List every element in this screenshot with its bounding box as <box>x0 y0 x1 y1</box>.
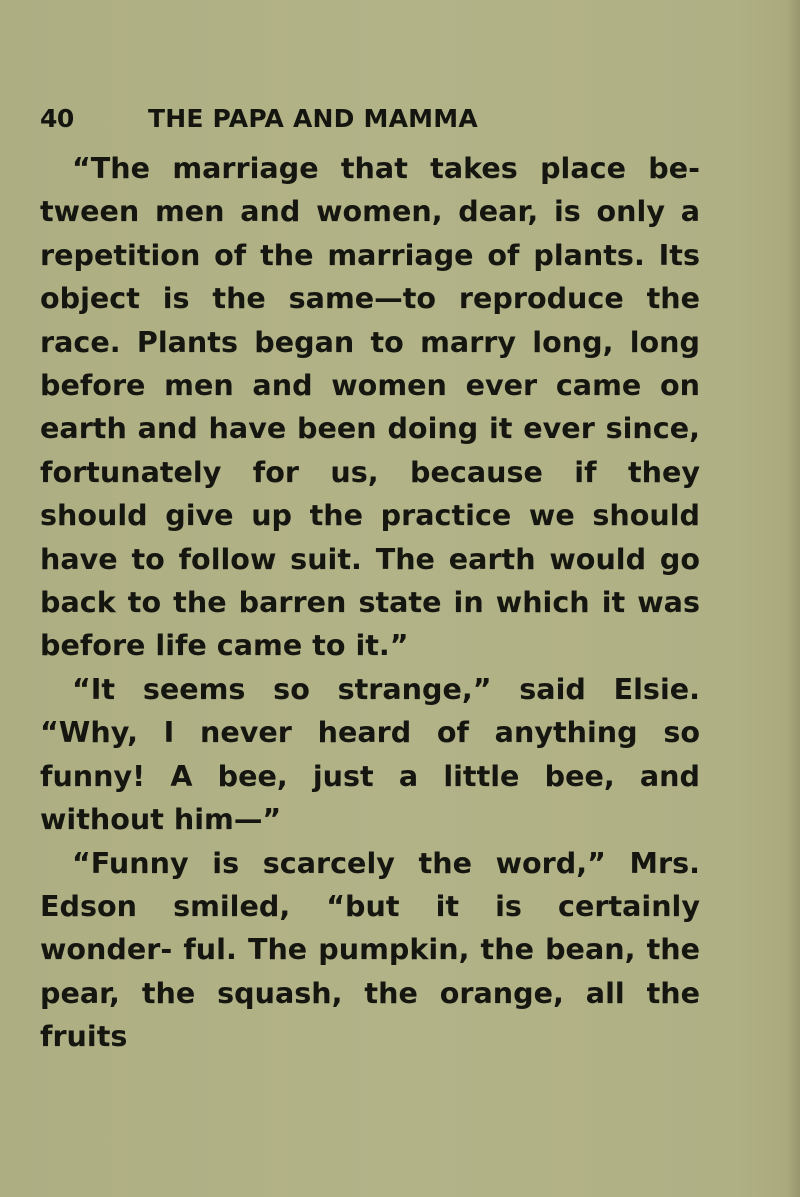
paragraph-mrs-edson-reply: “Funny is scarcely the word,” Mrs. Edson smiled, “but it is certainly wonder- ful. The pumpkin, the bean, the pear, the squash, the orange, all the fruits <box>40 845 700 1054</box>
page-header <box>40 104 600 144</box>
paragraph-elsie-reply: “It seems so strange,” said Elsie. “Why, I never heard of anything so funny! A bee, just a little bee, and without him—” <box>40 671 700 837</box>
paragraph-marriage-of-plants: “The marriage that takes place be- tween men and women, dear, is only a repetition of the marriage of plants. Its object is the same—to reproduce the race. Plants began to marry long, long before men and women ever came on earth and have been doing it ever since, fortunately for us, because if they should give up the practice we should have to follow suit. The earth would go back to the barren state in which it was before life came to it.” <box>40 151 700 663</box>
body-text <box>40 147 700 1059</box>
page-number: 40 <box>40 104 74 133</box>
running-title: THE PAPA AND MAMMA <box>148 104 478 133</box>
page-edge-shadow <box>786 0 800 1197</box>
